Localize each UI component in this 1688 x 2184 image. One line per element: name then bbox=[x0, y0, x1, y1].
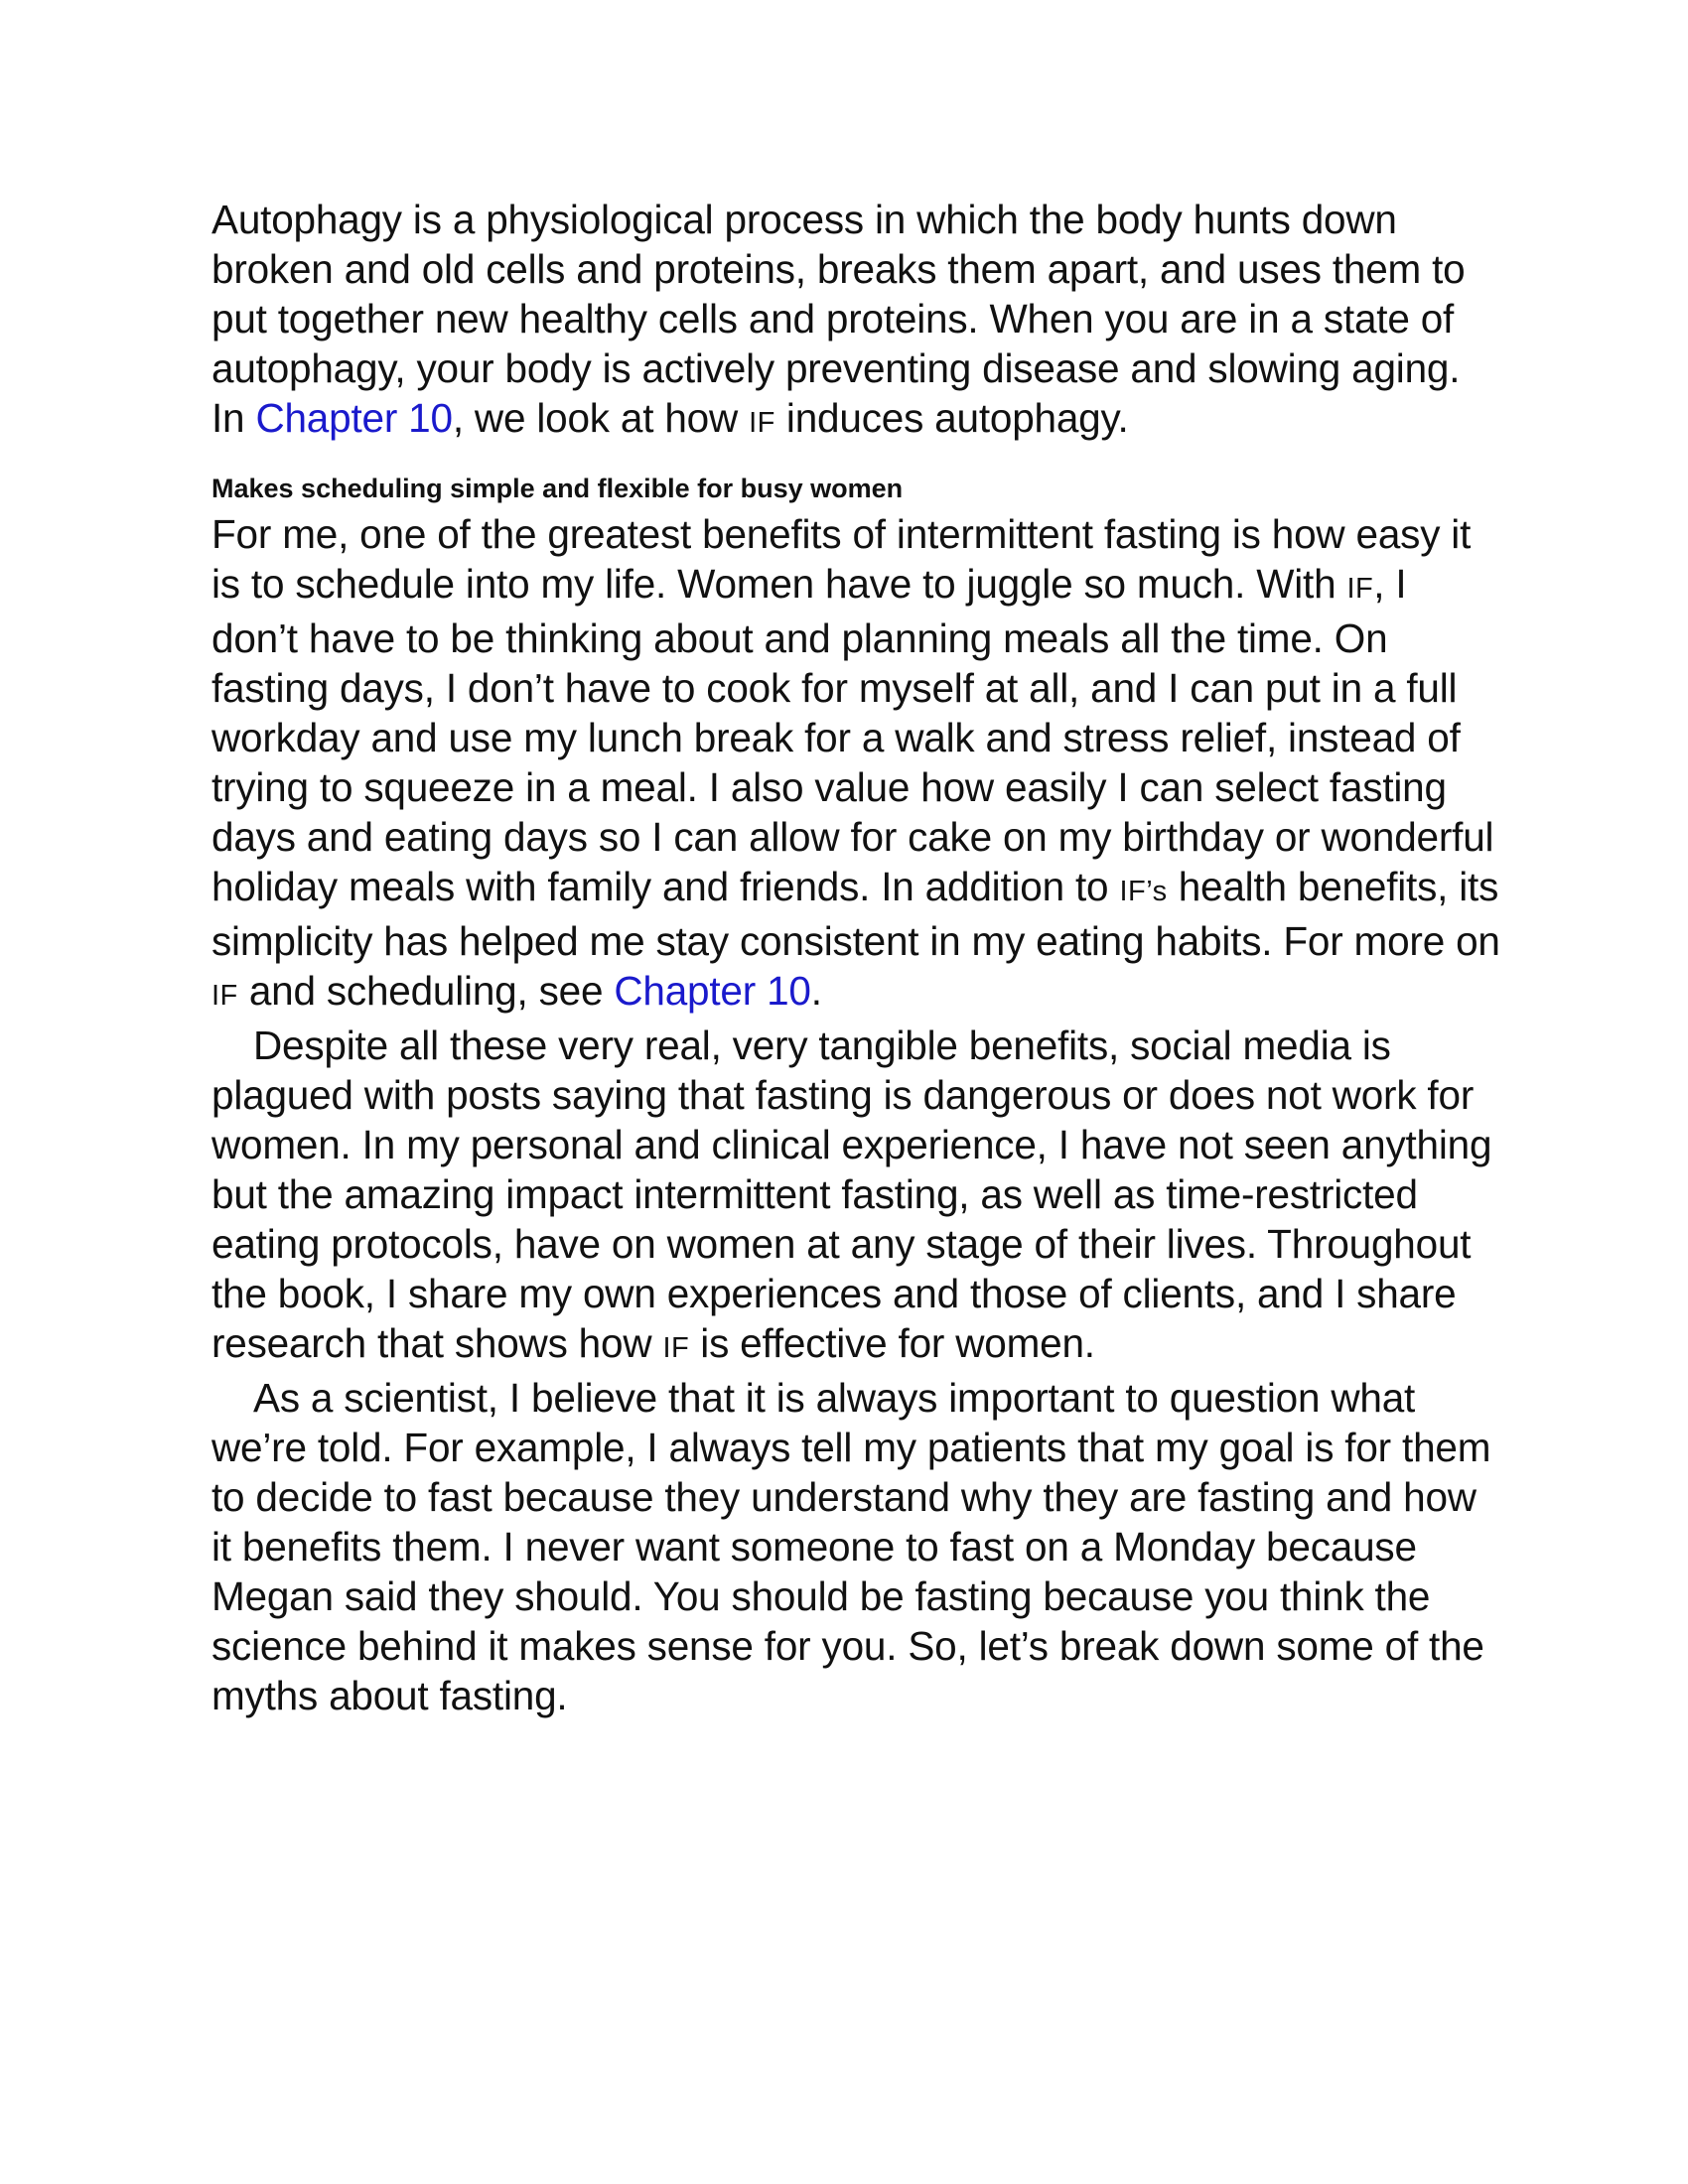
paragraph-text: and scheduling, see bbox=[237, 968, 615, 1014]
paragraph-text: is effective for women. bbox=[689, 1320, 1095, 1366]
paragraph-text: , we look at how bbox=[452, 395, 750, 441]
chapter-10-link[interactable]: Chapter 10 bbox=[255, 395, 453, 441]
paragraph-text: health benefits, its simplicity has helped me stay consistent in my eating habits. For more on bbox=[211, 864, 1500, 964]
paragraph-text: , I don’t have to be thinking about and planning meals all the time. On fasting days, I don’t have to cook for myself at all, and I can put in a full workday and use my lunch break for a walk and stress relief, instead of trying to squeeze in a meal. I also value how easily I can select fasting days and eating days so I can allow for cake on my birthday or wonderful holiday meals with family and friends. In addition to bbox=[211, 561, 1494, 909]
paragraph-text: . bbox=[810, 968, 822, 1014]
paragraph-text: For me, one of the greatest benefits of intermittent fasting is how easy it is to schedule into my life. Women have to juggle so much. With bbox=[211, 511, 1472, 607]
page-content bbox=[211, 195, 1502, 1720]
paragraph-social-media bbox=[211, 1021, 1502, 1373]
if-abbreviation: IF bbox=[662, 1332, 690, 1364]
paragraph-text: induces autophagy. bbox=[774, 395, 1129, 441]
if-abbreviation: IF bbox=[211, 980, 238, 1012]
if-abbreviation: IF’s bbox=[1119, 876, 1168, 907]
paragraph-text: Despite all these very real, very tangible benefits, social media is plagued with posts saying that fasting is dangerous or does not work for women. In my personal and clinical experience, I have not seen anything but the amazing impact intermittent fasting, as well as time-restricted eating protocols, have on women at any stage of their lives. Throughout the book, I share my own experiences and those of clients, and I share research that shows how bbox=[211, 1023, 1492, 1366]
paragraph-scientist bbox=[211, 1373, 1502, 1720]
paragraph-text: Autophagy is a physiological process in which the body hunts down broken and old cells and proteins, breaks them apart, and uses them to put together new healthy cells and proteins. When you are in a state of autophagy, your body is actively preventing disease and slowing aging. In bbox=[211, 197, 1466, 441]
chapter-10-link[interactable]: Chapter 10 bbox=[614, 968, 811, 1014]
if-abbreviation: IF bbox=[749, 407, 775, 439]
paragraph-text: As a scientist, I believe that it is always important to question what we’re told. For example, I always tell my patients that my goal is for them to decide to fast because they understand why they are fasting and how it benefits them. I never want someone to fast on a Monday because Megan said they should. You should be fasting because you think the science behind it makes sense for you. So, let’s break down some of the myths about fasting. bbox=[211, 1375, 1491, 1718]
if-abbreviation: IF bbox=[1346, 573, 1374, 605]
section-heading: Makes scheduling simple and flexible for busy women bbox=[211, 474, 904, 503]
paragraph-scheduling bbox=[211, 509, 1502, 1021]
paragraph-autophagy bbox=[211, 195, 1502, 448]
